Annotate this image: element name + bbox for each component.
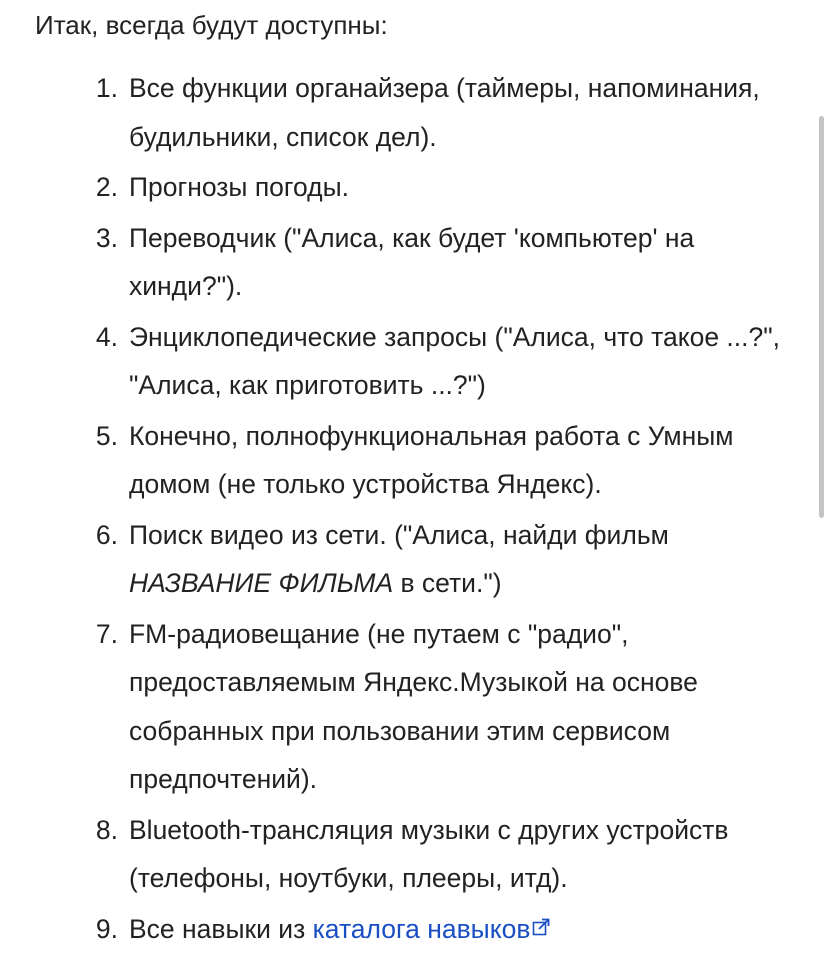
item-text: Прогнозы погоды. (129, 172, 350, 202)
item-number: 7. (95, 618, 118, 649)
item-text: Энциклопедические запросы ("Алиса, что такое ...?", "Алиса, как приготовить ...?") (129, 321, 781, 400)
skills-catalog-link[interactable] (313, 914, 551, 944)
item-text: Конечно, полнофункциональная работа с Умным домом (не только устройства Яндекс). (129, 420, 734, 499)
list-item (0, 412, 828, 509)
item-number: 3. (95, 222, 118, 253)
item-text: Все навыки из (129, 913, 313, 944)
list-item (0, 313, 828, 410)
list-item (0, 610, 828, 804)
item-text-end: в сети.") (393, 568, 502, 598)
scrollbar-thumb[interactable] (819, 116, 824, 518)
movie-title-placeholder: НАЗВАНИЕ ФИЛЬМА (129, 568, 394, 598)
item-text: Переводчик ("Алиса, как будет 'компьютер' на хинди?"). (129, 222, 695, 301)
item-number: 4. (95, 321, 118, 352)
list-item (0, 806, 828, 903)
list-item (0, 214, 828, 311)
external-link-icon[interactable] (532, 918, 550, 936)
item-text: FM-радиовещание (не путаем с "радио", предоставляемым Яндекс.Музыкой на основе собранных при пользовании этим сервисом предпочтений). (129, 618, 698, 794)
skills-catalog-link-text[interactable]: каталога навыков (312, 913, 531, 944)
item-number: 8. (95, 814, 118, 845)
item-text: Поиск видео из сети. ("Алиса, найди фильм (129, 519, 669, 550)
intro-text: Итак, всегда будут доступны: (35, 10, 388, 40)
item-text: Bluetooth-трансляция музыки с других устройств (телефоны, ноутбуки, плееры, итд). (129, 814, 729, 893)
item-number: 1. (95, 73, 118, 103)
list-item (0, 905, 828, 954)
item-number: 9. (95, 913, 118, 944)
features-list (0, 64, 828, 955)
list-item (0, 163, 828, 212)
item-number: 2. (95, 172, 118, 202)
list-item (0, 511, 828, 608)
list-item (0, 64, 828, 161)
item-text: Все функции органайзера (таймеры, напоминания, будильники, список дел). (129, 73, 760, 152)
item-number: 6. (95, 519, 118, 550)
item-number: 5. (95, 420, 118, 451)
